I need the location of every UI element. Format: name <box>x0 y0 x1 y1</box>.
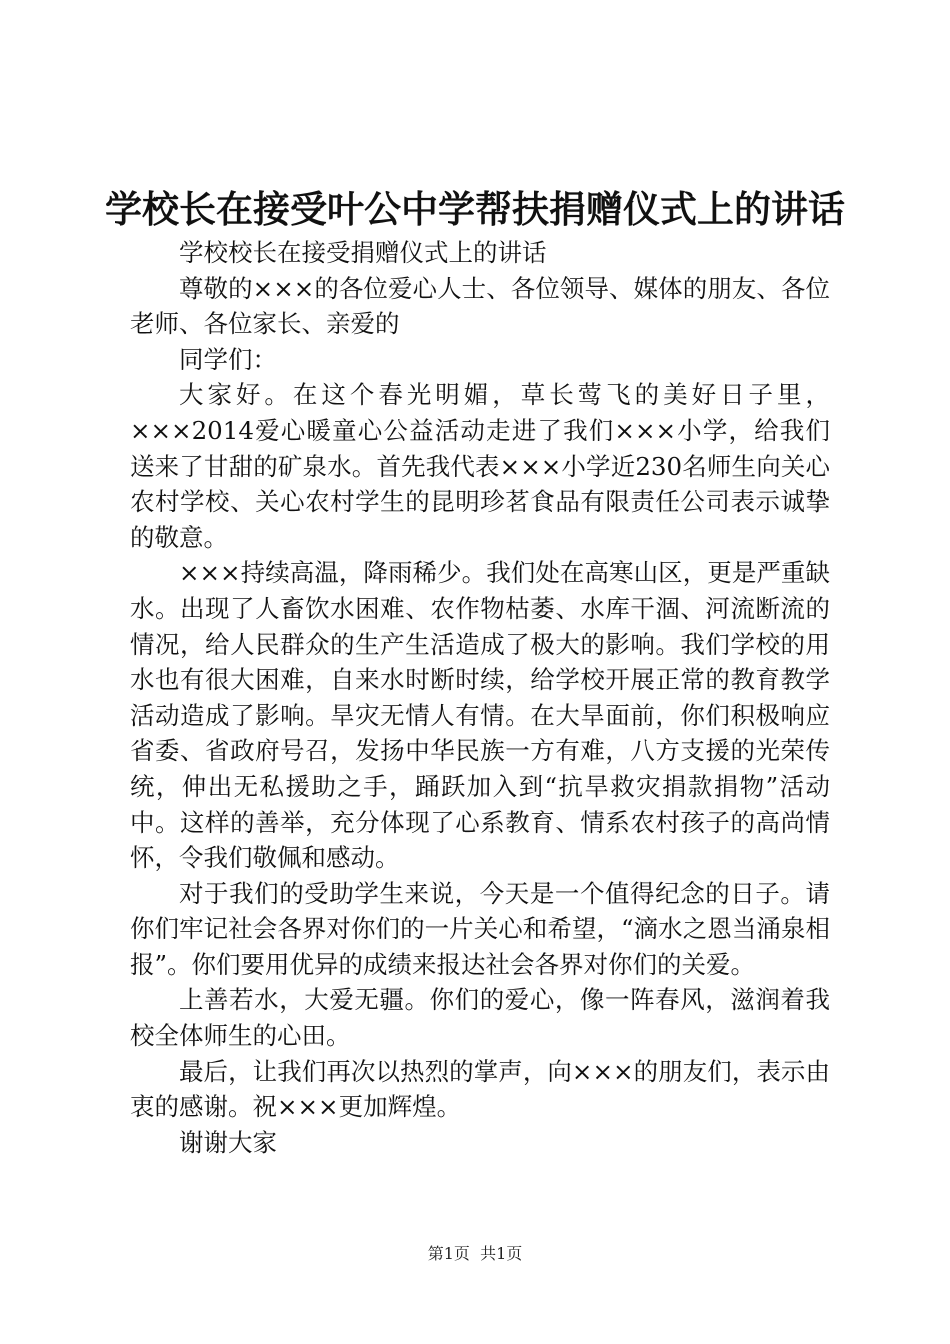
paragraph-subtitle: 学校校长在接受捐赠仪式上的讲话 <box>179 238 547 267</box>
paragraph-kindness: 上善若水，大爱无疆。你们的爱心，像一阵春风，滋润着我校全体师生的心田。 <box>130 985 830 1051</box>
paragraph-greeting: 大家好。在这个春光明媚，草长莺飞的美好日子里，×××2014爱心暖童心公益活动走进了我们×××小学，给我们送来了甘甜的矿泉水。首先我代表×××小学近230名师生向关心农村学校、关心农村学生的昆明珍茗食品有限责任公司表示诚挚的敬意。 <box>130 380 830 552</box>
paragraph-closing: 最后，让我们再次以热烈的掌声，向×××的朋友们，表示由衷的感谢。祝×××更加辉煌。 <box>130 1056 830 1122</box>
paragraph-students: 对于我们的受助学生来说，今天是一个值得纪念的日子。请你们牢记社会各界对你们的一片关心和希望，“滴水之恩当涌泉相报”。你们要用优异的成绩来报达社会各界对你们的关爱。 <box>130 878 830 979</box>
paragraph-salutation: 尊敬的×××的各位爱心人士、各位领导、媒体的朋友、各位老师、各位家长、亲爱的 <box>130 273 830 339</box>
document-title: 学校长在接受叶公中学帮扶捐赠仪式上的讲话 <box>105 187 845 231</box>
paragraph-thanks: 谢谢大家 <box>179 1127 277 1157</box>
document-body <box>130 235 830 1160</box>
paragraph-drought: ×××持续高温，降雨稀少。我们处在高寒山区，更是严重缺水。出现了人畜饮水困难、农作物枯萎、水库干涸、河流断流的情况，给人民群众的生产生活造成了极大的影响。我们学校的用水也有很大困难，自来水时断时续，给学校开展正常的教育教学活动造成了影响。旱灾无情人有情。在大旱面前，你们积极响应省委、省政府号召，发扬中华民族一方有难，八方支援的光荣传统，伸出无私援助之手，踊跃加入到“抗旱救灾捐款捐物”活动中。这样的善举，充分体现了心系教育、情系农村孩子的高尚情怀，令我们敬佩和感动。 <box>130 558 830 873</box>
page-number: 第1页 共1页 <box>427 1244 523 1263</box>
page-footer <box>0 1243 950 1265</box>
paragraph-salutation-end: 同学们： <box>179 344 277 374</box>
